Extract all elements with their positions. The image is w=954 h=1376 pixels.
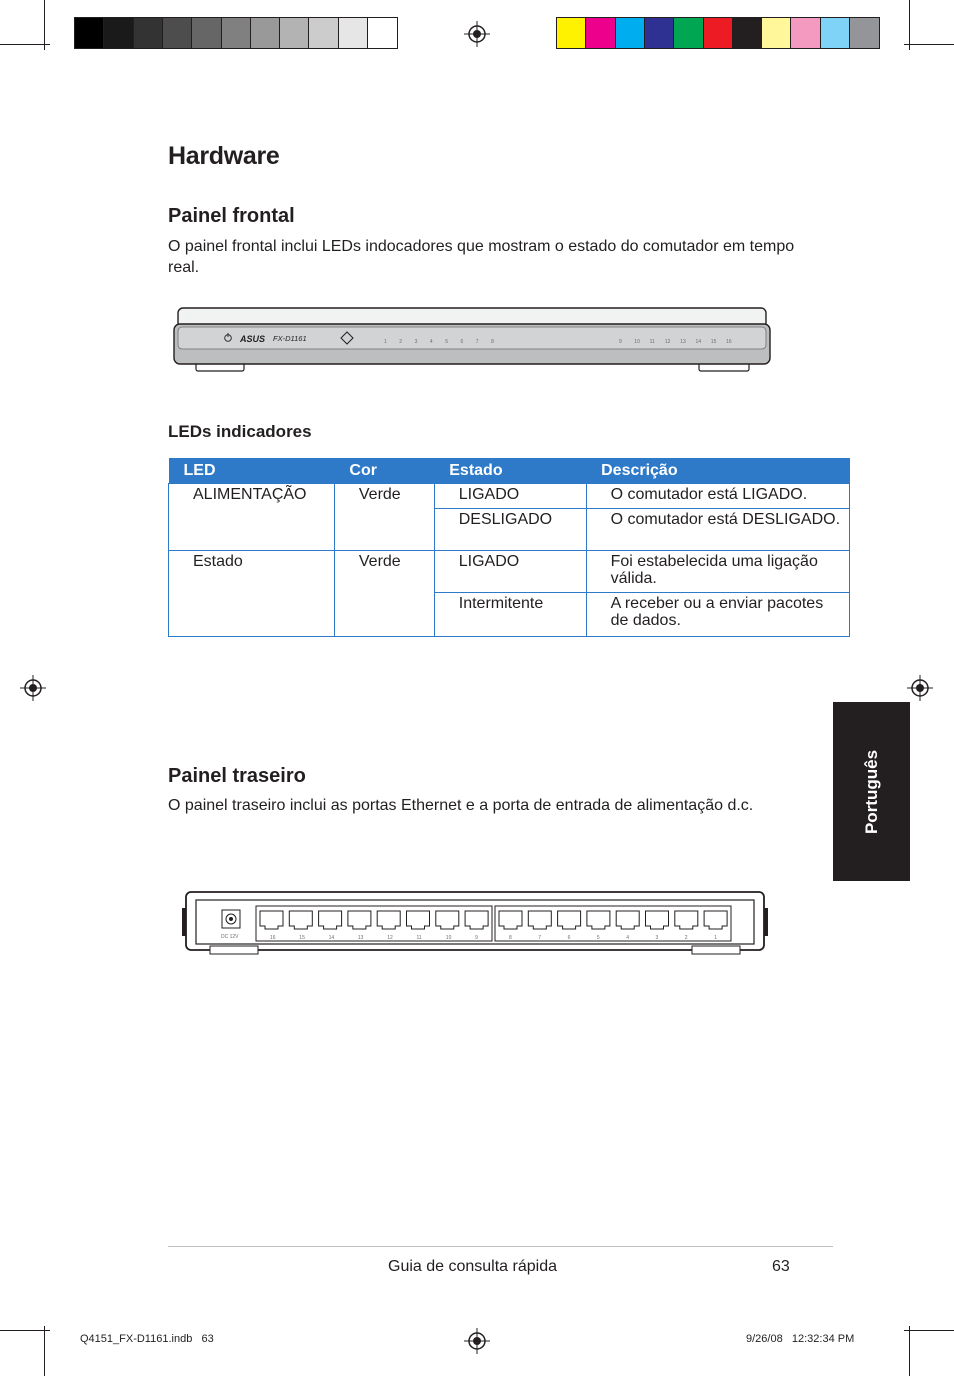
ethernet-port (348, 911, 371, 929)
port-number-label: 12 (387, 935, 393, 941)
port-number-label: 14 (328, 935, 335, 941)
crop-mark (44, 1326, 45, 1376)
rear-panel-heading: Painel traseiro (168, 765, 306, 787)
ethernet-port (499, 911, 522, 929)
gray-swatch (222, 18, 251, 48)
color-swatch (791, 18, 820, 48)
color-swatch (557, 18, 586, 48)
gray-swatch (163, 18, 192, 48)
description-cell: O comutador está LIGADO. (586, 484, 849, 509)
port-number-label: 2 (684, 935, 688, 941)
ethernet-port (465, 911, 488, 929)
color-swatch (674, 18, 703, 48)
ethernet-port (704, 911, 727, 929)
state-cell: Intermitente (434, 593, 586, 637)
port-number-label: 1 (714, 935, 717, 941)
state-cell: LIGADO (434, 551, 586, 593)
color-swatch (704, 18, 733, 48)
led-number-label: 14 (695, 339, 702, 345)
led-cell: Estado (169, 551, 335, 637)
port-number-label: 10 (445, 935, 452, 941)
registration-mark-icon (464, 21, 490, 47)
front-panel-illustration (172, 306, 772, 376)
color-swatch (586, 18, 615, 48)
state-cell: DESLIGADO (434, 509, 586, 551)
led-number-label: 13 (680, 339, 686, 345)
registration-mark-icon (907, 675, 933, 701)
registration-mark-icon (20, 675, 46, 701)
led-number-label: 15 (710, 339, 717, 345)
description-cell: O comutador está DESLIGADO. (586, 509, 849, 551)
front-panel-text: O painel frontal inclui LEDs indocadores que mostram o estado do comutador em tempo real. (168, 238, 795, 276)
ethernet-port (587, 911, 610, 929)
leds-heading: LEDs indicadores (168, 422, 312, 441)
gray-swatch (134, 18, 163, 48)
led-number-label: 5 (445, 339, 448, 345)
port-number-label: 4 (626, 935, 629, 941)
led-number-label: 3 (414, 339, 418, 345)
led-number-label: 8 (491, 339, 494, 345)
description-cell: A receber ou a enviar pacotes de dados. (586, 593, 849, 637)
ethernet-port (675, 911, 698, 929)
leds-table (168, 458, 850, 637)
color-swatch (733, 18, 762, 48)
port-number-label: 9 (475, 935, 478, 941)
led-number-label: 1 (384, 339, 387, 345)
led-number-label: 6 (460, 339, 464, 345)
ethernet-port (528, 911, 551, 929)
description-cell: Foi estabelecida uma ligação válida. (586, 551, 849, 593)
registration-mark-icon (464, 1328, 490, 1354)
rear-panel-text: O painel traseiro inclui as portas Ethernet e a porta de entrada de alimentação d.c. (168, 797, 754, 814)
gray-swatch (339, 18, 368, 48)
color-cell: Verde (334, 551, 434, 637)
page-title: Hardware (168, 142, 280, 170)
port-number-label: 11 (416, 935, 422, 941)
color-swatch (645, 18, 674, 48)
language-tab (833, 702, 910, 881)
gray-swatch (251, 18, 280, 48)
crop-mark (44, 0, 45, 50)
ethernet-port (558, 911, 581, 929)
ethernet-port (260, 911, 283, 929)
color-cell: Verde (334, 484, 434, 551)
port-number-label: 3 (655, 935, 659, 941)
footer-divider (168, 1246, 833, 1247)
table-row (169, 551, 850, 593)
page-number: 63 (772, 1258, 790, 1275)
ethernet-port (289, 911, 312, 929)
column-header: Estado (434, 458, 586, 484)
port-number-label: 6 (567, 935, 571, 941)
color-swatch (850, 18, 879, 48)
led-number-label: 7 (475, 339, 479, 345)
led-number-label: 11 (649, 339, 655, 345)
port-number-label: 16 (270, 935, 276, 941)
gray-swatch (75, 18, 104, 48)
color-swatch (616, 18, 645, 48)
device-brand: ASUS (240, 334, 266, 344)
led-number-label: 12 (664, 339, 671, 345)
gray-swatch (280, 18, 309, 48)
gray-swatch (192, 18, 221, 48)
led-number-label: 4 (429, 339, 433, 345)
led-number-label: 9 (619, 339, 622, 345)
device-model: FX-D1161 (273, 334, 307, 343)
gray-swatch (104, 18, 133, 48)
port-number-label: 5 (596, 935, 600, 941)
ethernet-port (407, 911, 430, 929)
ethernet-port (616, 911, 639, 929)
column-header: Cor (334, 458, 434, 484)
table-row (169, 484, 850, 509)
front-panel-heading: Painel frontal (168, 205, 295, 227)
crop-mark (904, 1330, 954, 1331)
crop-mark (0, 44, 50, 45)
port-number-label: 7 (538, 935, 542, 941)
column-header: LED (169, 458, 335, 484)
power-port-label: DC 12V (221, 934, 239, 940)
print-slug-file: Q4151_FX-D1161.indb 63 (80, 1333, 214, 1345)
gray-swatch (368, 18, 397, 48)
ethernet-port (646, 911, 669, 929)
crop-mark (909, 0, 910, 50)
table-header-row (169, 458, 850, 484)
led-number-label: 16 (726, 339, 732, 345)
rear-panel-illustration (182, 888, 768, 956)
led-cell: ALIMENTAÇÃO (169, 484, 335, 551)
port-number-label: 13 (357, 935, 364, 941)
crop-mark (904, 44, 954, 45)
led-number-label: 2 (399, 339, 403, 345)
ethernet-port (377, 911, 400, 929)
crop-mark (0, 1330, 50, 1331)
port-number-label: 15 (299, 935, 305, 941)
crop-mark (909, 1326, 910, 1376)
led-number-label: 10 (634, 339, 640, 345)
column-header: Descrição (586, 458, 849, 484)
color-swatch (762, 18, 791, 48)
state-cell: LIGADO (434, 484, 586, 509)
language-tab-label: Português (861, 749, 881, 834)
footer-guide-title: Guia de consulta rápida (388, 1258, 557, 1275)
ethernet-port (436, 911, 459, 929)
color-swatch (821, 18, 850, 48)
ethernet-port (319, 911, 342, 929)
gray-swatch (309, 18, 338, 48)
port-number-label: 8 (509, 935, 512, 941)
print-slug-timestamp: 9/26/08 12:32:34 PM (746, 1333, 855, 1345)
